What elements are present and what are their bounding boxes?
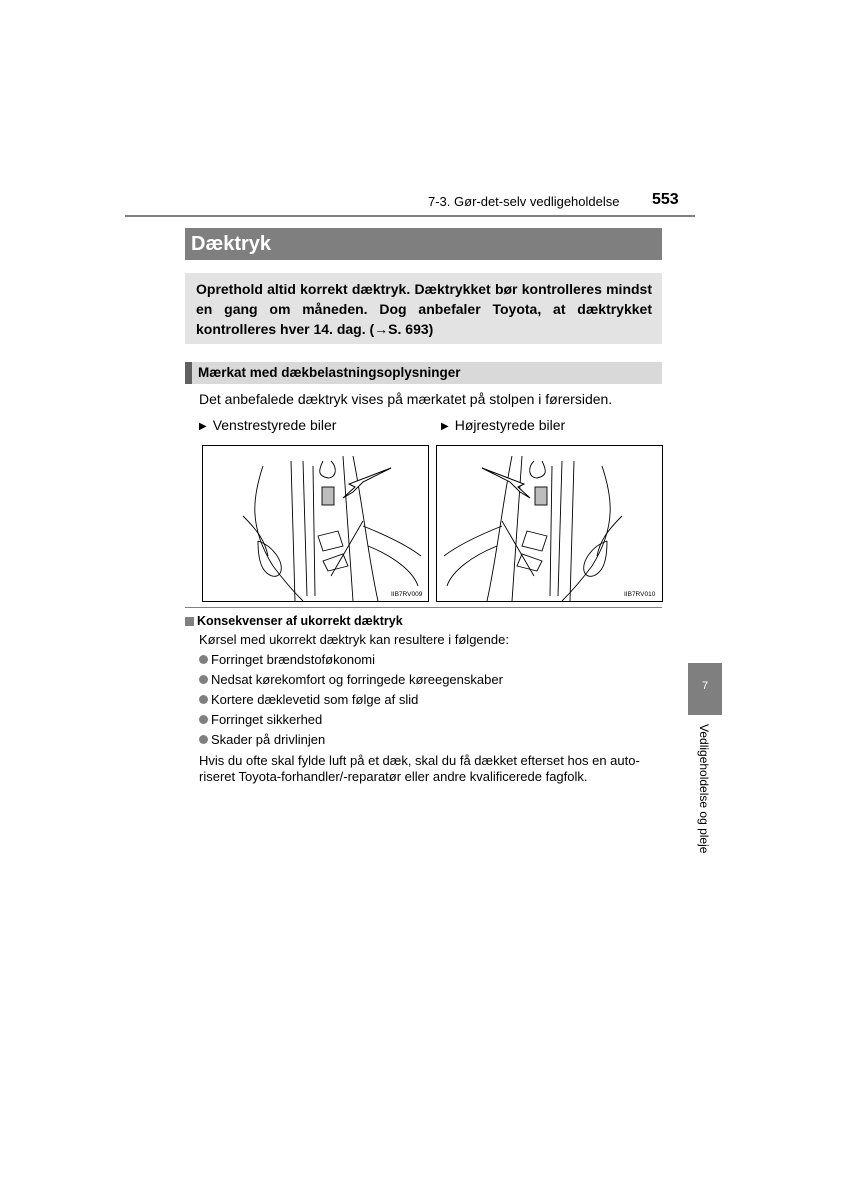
list-item bbox=[199, 712, 322, 728]
consequences-title: Konsekvenser af ukorrekt dæktryk bbox=[197, 614, 403, 628]
bullet-dot-icon bbox=[199, 695, 208, 704]
list-item-text: Nedsat kørekomfort og forringede køreegenskaber bbox=[211, 672, 503, 687]
section-title: Dæktryk bbox=[191, 233, 272, 255]
list-item bbox=[199, 692, 418, 708]
figure-label-left bbox=[199, 416, 336, 437]
list-item bbox=[199, 652, 375, 668]
bullet-dot-icon bbox=[199, 715, 208, 724]
list-item-text: Skader på drivlinjen bbox=[211, 732, 326, 747]
door-pillar-illustration-left bbox=[203, 446, 428, 601]
list-item bbox=[199, 732, 325, 748]
figure-right-hand-drive bbox=[436, 445, 663, 602]
square-bullet-icon bbox=[185, 617, 194, 626]
bullet-dot-icon bbox=[199, 675, 208, 684]
figure-label-right bbox=[441, 416, 565, 437]
figure-code-left: IIB7RV009 bbox=[391, 591, 423, 598]
consequences-note-line2: riseret Toyota-forhandler/-reparatør eller andre kvalificerede fagfolk. bbox=[199, 769, 588, 784]
list-item-text: Kortere dæklevetid som følge af slid bbox=[211, 692, 419, 707]
door-pillar-illustration-right bbox=[437, 446, 662, 601]
bullet-dot-icon bbox=[199, 735, 208, 744]
triangle-bullet-icon: ▶ bbox=[199, 421, 207, 432]
list-item bbox=[199, 672, 503, 688]
chapter-number: 7 bbox=[701, 680, 709, 692]
bullet-dot-icon bbox=[199, 655, 208, 664]
figure-label-right-text: Højrestyrede biler bbox=[454, 417, 566, 433]
page-number: 553 bbox=[652, 191, 679, 208]
list-item-text: Forringet sikkerhed bbox=[211, 712, 323, 727]
consequences-note-line1: Hvis du ofte skal fylde luft på et dæk, skal du få dækket efterset hos en auto- bbox=[199, 753, 640, 768]
intro-text: Oprethold altid korrekt dæktryk. Dæktrykket bør kontrolleres mindst en gang om måneden. Dog anbefaler Toyota, at dæktrykket kontrolleres hver 14. dag. (→S. 693) bbox=[196, 281, 652, 337]
triangle-bullet-icon: ▶ bbox=[441, 421, 449, 432]
figure-divider bbox=[185, 607, 662, 608]
header-rule bbox=[125, 215, 695, 217]
subsection-title: Mærkat med dækbelastningsoplysninger bbox=[198, 365, 461, 380]
subsection-accent bbox=[185, 362, 192, 384]
figure-code-right: IIB7RV010 bbox=[624, 591, 656, 598]
subsection-description: Det anbefalede dæktryk vises på mærkatet på stolpen i førersiden. bbox=[199, 391, 613, 407]
chapter-header: 7-3. Gør-det-selv vedligeholdelse bbox=[428, 194, 620, 209]
figure-left-hand-drive bbox=[202, 445, 429, 602]
chapter-side-label: Vedligeholdelse og pleje bbox=[697, 724, 711, 854]
list-item-text: Forringet brændstoføkonomi bbox=[211, 652, 376, 667]
consequences-intro: Kørsel med ukorrekt dæktryk kan resultere i følgende: bbox=[199, 632, 509, 647]
figure-label-left-text: Venstrestyrede biler bbox=[212, 417, 337, 433]
